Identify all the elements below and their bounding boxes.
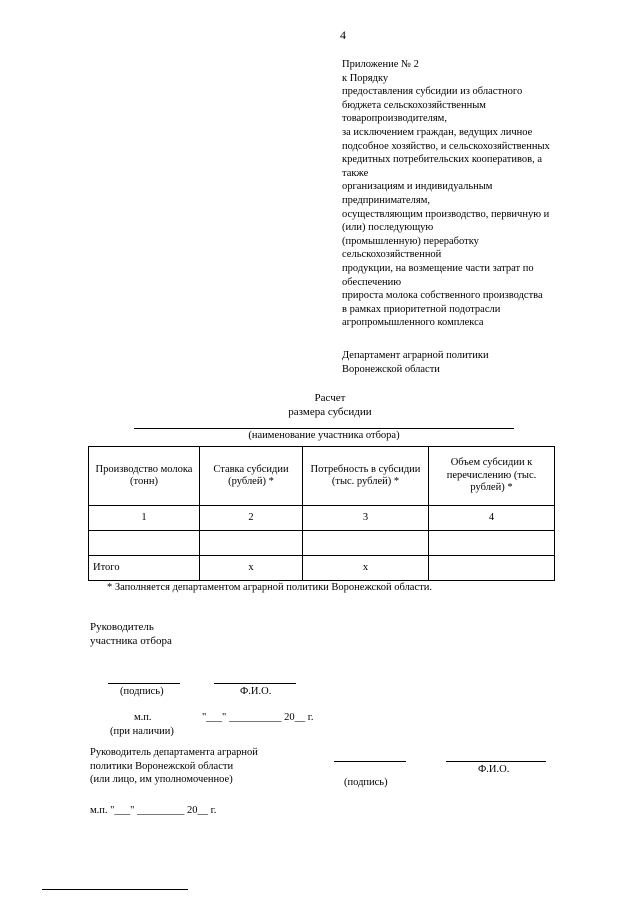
appendix-line: сельскохозяйственной <box>342 249 442 261</box>
department-block <box>342 349 489 376</box>
total-label: Итого <box>89 556 200 581</box>
appendix-line: также <box>342 167 369 179</box>
appendix-line: подсобное хозяйство, и сельскохозяйственных <box>342 140 550 152</box>
appendix-line: продукции, на возмещение части затрат по <box>342 262 534 274</box>
page-number: 4 <box>340 28 346 42</box>
number-cell: 3 <box>303 506 429 531</box>
fio-caption: Ф.И.О. <box>240 686 272 697</box>
department-line-2: Воронежской области <box>342 363 440 375</box>
head-line-1: Руководитель <box>90 621 154 633</box>
participant-caption: (наименование участника отбора) <box>248 430 400 441</box>
appendix-line: в рамках приоритетной подотрасли <box>342 303 501 315</box>
head-line-2: участника отбора <box>90 635 172 647</box>
document-title: Расчет <box>314 392 346 404</box>
number-cell: 4 <box>429 506 555 531</box>
table-number-row <box>89 506 555 531</box>
appendix-line: предоставления субсидии из областного <box>342 86 523 98</box>
signature-caption: (подпись) <box>120 686 164 697</box>
department-head-block <box>90 746 258 787</box>
appendix-line: кредитных потребительских кооперативов, а <box>342 154 543 166</box>
appendix-line: агропромышленного комплекса <box>342 317 484 329</box>
total-cell: х <box>200 556 303 581</box>
total-cell: х <box>303 556 429 581</box>
department-line-1: Департамент аграрной политики <box>342 350 489 361</box>
table-total-row <box>89 556 555 581</box>
appendix-line: к Порядку <box>342 72 389 84</box>
appendix-line: (или) последующую <box>342 222 434 234</box>
header-cell: Потребность в субсидии (тыс. рублей) * <box>303 447 429 506</box>
seal-note: (при наличии) <box>110 726 174 737</box>
fio-caption: Ф.И.О. <box>478 764 510 775</box>
table-row <box>89 531 555 556</box>
signature-line <box>108 683 180 684</box>
appendix-line: (промышленную) переработку <box>342 235 479 247</box>
date-line: "___" __________ 20__ г. <box>202 712 314 723</box>
table-cell <box>303 531 429 556</box>
final-date-line: м.п. "___" _________ 20__ г. <box>90 805 217 816</box>
appendix-line: бюджета сельскохозяйственным <box>342 99 486 111</box>
footer-rule <box>42 889 188 890</box>
number-cell: 1 <box>89 506 200 531</box>
appendix-line: прироста молока собственного производства <box>342 290 543 302</box>
appendix-line: товаропроизводителям, <box>342 113 447 125</box>
dept-head-line-3: (или лицо, им уполномоченное) <box>90 774 233 786</box>
footnote: * Заполняется департаментом аграрной политики Воронежской области. <box>107 582 432 593</box>
appendix-line: предпринимателям, <box>342 194 431 206</box>
number-cell: 2 <box>200 506 303 531</box>
signature-line <box>334 761 406 762</box>
appendix-line: Приложение № 2 <box>342 59 419 70</box>
appendix-line: организациям и индивидуальным <box>342 181 493 193</box>
participant-name-line <box>134 428 514 429</box>
seal-label: м.п. <box>134 712 152 723</box>
header-cell: Ставка субсидии (рублей) * <box>200 447 303 506</box>
participant-head-label <box>90 620 172 648</box>
header-cell: Объем субсидии к перечислению (тыс. рублей) * <box>429 447 555 506</box>
appendix-line: обеспечению <box>342 276 402 288</box>
appendix-line: осуществляющим производство, первичную и <box>342 208 550 220</box>
total-cell <box>429 556 555 581</box>
signature-caption: (подпись) <box>344 777 388 788</box>
dept-head-line-1: Руководитель департамента аграрной <box>90 747 258 758</box>
appendix-line: за исключением граждан, ведущих личное <box>342 126 533 138</box>
fio-line <box>214 683 296 684</box>
appendix-block <box>342 58 550 330</box>
header-cell: Производство молока (тонн) <box>89 447 200 506</box>
table-cell <box>89 531 200 556</box>
document-subtitle: размера субсидии <box>288 406 372 418</box>
fio-line <box>446 761 546 762</box>
calculation-table <box>88 446 555 581</box>
table-header-row <box>89 447 555 506</box>
table-cell <box>200 531 303 556</box>
table-cell <box>429 531 555 556</box>
dept-head-line-2: политики Воронежской области <box>90 760 234 772</box>
